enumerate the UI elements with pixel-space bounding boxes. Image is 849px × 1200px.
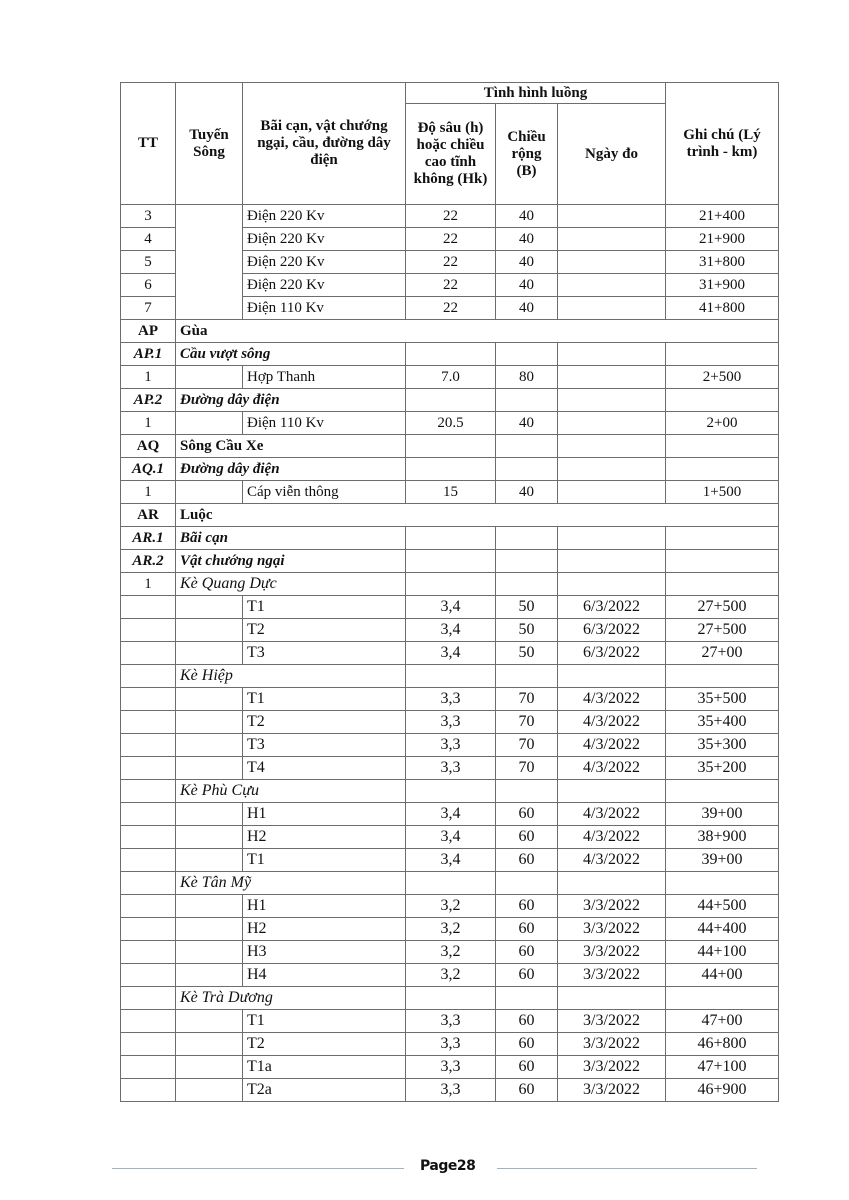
cell-width: 60 (496, 941, 558, 964)
cell-km: 47+00 (666, 1010, 779, 1033)
cell-tt (121, 665, 176, 688)
cell-tt: 1 (121, 481, 176, 504)
cell-tt (121, 688, 176, 711)
cell-depth: 15 (406, 481, 496, 504)
cell-name: T2 (243, 711, 406, 734)
cell-width: 70 (496, 734, 558, 757)
empty-cell (666, 458, 779, 481)
table-row (121, 619, 779, 642)
cell-name: T1a (243, 1056, 406, 1079)
cell-tt (121, 826, 176, 849)
cell-depth: 3,2 (406, 895, 496, 918)
cell-width: 60 (496, 826, 558, 849)
cell-name: T1 (243, 849, 406, 872)
group-row (121, 573, 779, 596)
cell-width: 60 (496, 918, 558, 941)
cell-name: Điện 220 Kv (243, 228, 406, 251)
cell-depth: 22 (406, 297, 496, 320)
cell-width: 40 (496, 481, 558, 504)
cell-tuyen-song (176, 596, 243, 619)
subsection-code: AP.1 (121, 343, 176, 366)
empty-cell (666, 389, 779, 412)
cell-depth: 7.0 (406, 366, 496, 389)
table-row (121, 481, 779, 504)
table-row (121, 918, 779, 941)
cell-width: 60 (496, 1079, 558, 1102)
cell-km: 41+800 (666, 297, 779, 320)
cell-date: 3/3/2022 (558, 964, 666, 987)
cell-width: 70 (496, 711, 558, 734)
cell-tt: 1 (121, 412, 176, 435)
cell-width: 50 (496, 619, 558, 642)
cell-name: Điện 110 Kv (243, 412, 406, 435)
section-code: AP (121, 320, 176, 343)
cell-depth: 3,2 (406, 918, 496, 941)
cell-depth: 22 (406, 228, 496, 251)
cell-date: 3/3/2022 (558, 1010, 666, 1033)
group-name: Kè Phù Cựu (176, 780, 406, 803)
empty-cell (406, 550, 496, 573)
header-tinh-hinh-luong: Tình hình luồng (406, 83, 666, 104)
cell-depth: 3,3 (406, 1079, 496, 1102)
cell-width: 60 (496, 964, 558, 987)
cell-name: H2 (243, 918, 406, 941)
cell-km: 47+100 (666, 1056, 779, 1079)
cell-depth: 22 (406, 251, 496, 274)
cell-tt (121, 1056, 176, 1079)
cell-width: 60 (496, 1056, 558, 1079)
cell-tuyen-song (176, 619, 243, 642)
cell-width: 40 (496, 251, 558, 274)
empty-cell (406, 343, 496, 366)
empty-cell (496, 665, 558, 688)
empty-cell (496, 343, 558, 366)
cell-date: 4/3/2022 (558, 757, 666, 780)
cell-width: 70 (496, 688, 558, 711)
table-row (121, 688, 779, 711)
cell-width: 60 (496, 1010, 558, 1033)
cell-name: Cáp viễn thông (243, 481, 406, 504)
cell-depth: 3,3 (406, 688, 496, 711)
waterway-table (120, 82, 779, 1102)
cell-name: T4 (243, 757, 406, 780)
cell-km: 39+00 (666, 803, 779, 826)
cell-date (558, 297, 666, 320)
section-row-ar (121, 504, 779, 527)
table-row (121, 711, 779, 734)
cell-name: Điện 220 Kv (243, 251, 406, 274)
empty-cell (558, 550, 666, 573)
empty-cell (558, 780, 666, 803)
cell-tt (121, 803, 176, 826)
cell-tt (121, 711, 176, 734)
cell-tuyen-song (176, 366, 243, 389)
table-row (121, 596, 779, 619)
cell-tuyen-song (176, 895, 243, 918)
header-ngay-do: Ngày đo (558, 104, 666, 205)
cell-km: 21+900 (666, 228, 779, 251)
cell-depth: 3,4 (406, 642, 496, 665)
subsection-name: Đường dây điện (176, 389, 406, 412)
table-row (121, 734, 779, 757)
empty-cell (558, 987, 666, 1010)
cell-tt (121, 987, 176, 1010)
section-name: Sông Cầu Xe (176, 435, 406, 458)
cell-name: Điện 220 Kv (243, 205, 406, 228)
cell-tt (121, 642, 176, 665)
cell-tt (121, 1079, 176, 1102)
section-code: AQ (121, 435, 176, 458)
empty-cell (406, 435, 496, 458)
cell-tuyen-song (176, 826, 243, 849)
cell-width: 60 (496, 895, 558, 918)
cell-depth: 22 (406, 205, 496, 228)
subsection-name: Vật chướng ngại (176, 550, 406, 573)
cell-km: 27+500 (666, 619, 779, 642)
cell-depth: 3,4 (406, 849, 496, 872)
header-row-1 (121, 83, 779, 104)
page-footer (112, 1158, 757, 1180)
cell-date: 3/3/2022 (558, 1056, 666, 1079)
table-row (121, 205, 779, 228)
cell-date: 4/3/2022 (558, 711, 666, 734)
cell-tuyen-song (176, 205, 243, 320)
empty-cell (496, 389, 558, 412)
subsection-row-aq1 (121, 458, 779, 481)
cell-name: H3 (243, 941, 406, 964)
cell-width: 40 (496, 412, 558, 435)
table-body (121, 205, 779, 1102)
cell-date: 6/3/2022 (558, 619, 666, 642)
empty-cell (558, 872, 666, 895)
section-name: Luộc (176, 504, 779, 527)
empty-cell (496, 458, 558, 481)
cell-tuyen-song (176, 1033, 243, 1056)
cell-tuyen-song (176, 757, 243, 780)
group-row (121, 987, 779, 1010)
cell-date: 4/3/2022 (558, 826, 666, 849)
section-code: AR (121, 504, 176, 527)
cell-tt (121, 780, 176, 803)
cell-name: T2 (243, 1033, 406, 1056)
empty-cell (558, 458, 666, 481)
cell-tuyen-song (176, 964, 243, 987)
cell-date (558, 205, 666, 228)
cell-km: 38+900 (666, 826, 779, 849)
table-row (121, 1079, 779, 1102)
cell-depth: 22 (406, 274, 496, 297)
empty-cell (666, 527, 779, 550)
cell-date: 3/3/2022 (558, 895, 666, 918)
cell-km: 31+800 (666, 251, 779, 274)
cell-km: 2+00 (666, 412, 779, 435)
cell-km: 35+500 (666, 688, 779, 711)
subsection-code: AR.1 (121, 527, 176, 550)
table-row (121, 1056, 779, 1079)
page-number: Page28 (420, 1158, 476, 1174)
empty-cell (406, 527, 496, 550)
header-tuyen-song: Tuyến Sông (176, 83, 243, 205)
cell-tuyen-song (176, 1079, 243, 1102)
cell-tt: 6 (121, 274, 176, 297)
cell-date (558, 481, 666, 504)
empty-cell (558, 435, 666, 458)
empty-cell (406, 573, 496, 596)
cell-width: 40 (496, 205, 558, 228)
cell-tt (121, 941, 176, 964)
empty-cell (406, 665, 496, 688)
table-row (121, 826, 779, 849)
cell-tt: 1 (121, 573, 176, 596)
cell-depth: 3,2 (406, 941, 496, 964)
cell-km: 35+400 (666, 711, 779, 734)
cell-width: 50 (496, 596, 558, 619)
cell-tuyen-song (176, 941, 243, 964)
cell-name: H1 (243, 803, 406, 826)
cell-depth: 3,2 (406, 964, 496, 987)
empty-cell (558, 573, 666, 596)
empty-cell (406, 780, 496, 803)
table-row (121, 1010, 779, 1033)
cell-name: Điện 220 Kv (243, 274, 406, 297)
cell-depth: 3,4 (406, 596, 496, 619)
empty-cell (666, 872, 779, 895)
cell-km: 35+300 (666, 734, 779, 757)
group-row (121, 665, 779, 688)
cell-width: 60 (496, 849, 558, 872)
subsection-row-ar2 (121, 550, 779, 573)
header-chieu-rong: Chiều rộng (B) (496, 104, 558, 205)
cell-depth: 3,3 (406, 1010, 496, 1033)
group-name: Kè Hiệp (176, 665, 406, 688)
cell-tt: 7 (121, 297, 176, 320)
empty-cell (666, 987, 779, 1010)
cell-date (558, 228, 666, 251)
cell-km: 44+500 (666, 895, 779, 918)
cell-km: 44+400 (666, 918, 779, 941)
cell-depth: 3,3 (406, 734, 496, 757)
cell-depth: 3,4 (406, 803, 496, 826)
empty-cell (496, 573, 558, 596)
cell-tuyen-song (176, 412, 243, 435)
empty-cell (496, 987, 558, 1010)
cell-name: T3 (243, 734, 406, 757)
cell-name: T3 (243, 642, 406, 665)
empty-cell (666, 780, 779, 803)
footer-divider-left (112, 1168, 404, 1169)
cell-km: 46+800 (666, 1033, 779, 1056)
cell-depth: 3,3 (406, 1056, 496, 1079)
cell-name: T2a (243, 1079, 406, 1102)
cell-tt (121, 964, 176, 987)
cell-width: 40 (496, 274, 558, 297)
table-row (121, 1033, 779, 1056)
empty-cell (558, 527, 666, 550)
empty-cell (558, 665, 666, 688)
cell-tt (121, 849, 176, 872)
cell-date: 3/3/2022 (558, 941, 666, 964)
empty-cell (406, 389, 496, 412)
cell-km: 44+100 (666, 941, 779, 964)
cell-width: 40 (496, 228, 558, 251)
cell-km: 44+00 (666, 964, 779, 987)
cell-date: 3/3/2022 (558, 1033, 666, 1056)
cell-km: 31+900 (666, 274, 779, 297)
group-row (121, 872, 779, 895)
cell-depth: 3,4 (406, 826, 496, 849)
cell-name: H1 (243, 895, 406, 918)
cell-date: 3/3/2022 (558, 918, 666, 941)
empty-cell (666, 573, 779, 596)
cell-tuyen-song (176, 711, 243, 734)
cell-width: 40 (496, 297, 558, 320)
table-row (121, 941, 779, 964)
cell-date: 4/3/2022 (558, 803, 666, 826)
cell-tt: 5 (121, 251, 176, 274)
cell-tt: 1 (121, 366, 176, 389)
cell-name: T1 (243, 688, 406, 711)
cell-width: 60 (496, 1033, 558, 1056)
empty-cell (406, 458, 496, 481)
cell-depth: 3,3 (406, 711, 496, 734)
cell-depth: 3,3 (406, 757, 496, 780)
cell-tuyen-song (176, 1056, 243, 1079)
cell-km: 39+00 (666, 849, 779, 872)
empty-cell (496, 780, 558, 803)
table-row (121, 803, 779, 826)
cell-date: 4/3/2022 (558, 849, 666, 872)
subsection-name: Bãi cạn (176, 527, 406, 550)
cell-date (558, 274, 666, 297)
empty-cell (406, 872, 496, 895)
subsection-code: AR.2 (121, 550, 176, 573)
footer-divider-right (497, 1168, 757, 1169)
cell-tt: 4 (121, 228, 176, 251)
subsection-name: Đường dây điện (176, 458, 406, 481)
cell-km: 2+500 (666, 366, 779, 389)
cell-date: 4/3/2022 (558, 688, 666, 711)
cell-tt (121, 596, 176, 619)
cell-date: 4/3/2022 (558, 734, 666, 757)
empty-cell (666, 665, 779, 688)
group-name: Kè Quang Dực (176, 573, 406, 596)
empty-cell (496, 550, 558, 573)
header-bai-can: Bãi cạn, vật chướng ngại, cầu, đường dây điện (243, 83, 406, 205)
cell-date (558, 251, 666, 274)
cell-date (558, 366, 666, 389)
table-row (121, 642, 779, 665)
cell-name: H4 (243, 964, 406, 987)
cell-tuyen-song (176, 1010, 243, 1033)
cell-tuyen-song (176, 803, 243, 826)
section-name: Gùa (176, 320, 779, 343)
cell-tt (121, 619, 176, 642)
cell-name: T1 (243, 1010, 406, 1033)
empty-cell (666, 343, 779, 366)
section-row-ap (121, 320, 779, 343)
section-row-aq (121, 435, 779, 458)
cell-date (558, 412, 666, 435)
header-tt: TT (121, 83, 176, 205)
cell-tt (121, 1010, 176, 1033)
empty-cell (666, 435, 779, 458)
cell-tt (121, 895, 176, 918)
subsection-row-ar1 (121, 527, 779, 550)
empty-cell (558, 389, 666, 412)
cell-date: 3/3/2022 (558, 1079, 666, 1102)
empty-cell (496, 527, 558, 550)
cell-name: H2 (243, 826, 406, 849)
cell-tuyen-song (176, 481, 243, 504)
cell-km: 46+900 (666, 1079, 779, 1102)
cell-width: 80 (496, 366, 558, 389)
subsection-row-ap1 (121, 343, 779, 366)
table-row (121, 964, 779, 987)
cell-tt: 3 (121, 205, 176, 228)
cell-date: 6/3/2022 (558, 642, 666, 665)
cell-width: 50 (496, 642, 558, 665)
cell-name: Hợp Thanh (243, 366, 406, 389)
cell-tuyen-song (176, 642, 243, 665)
cell-width: 70 (496, 757, 558, 780)
cell-tuyen-song (176, 849, 243, 872)
empty-cell (496, 435, 558, 458)
empty-cell (558, 343, 666, 366)
header-do-sau: Độ sâu (h) hoặc chiều cao tĩnh không (Hk) (406, 104, 496, 205)
cell-depth: 3,3 (406, 1033, 496, 1056)
cell-km: 27+00 (666, 642, 779, 665)
cell-tt (121, 872, 176, 895)
empty-cell (666, 550, 779, 573)
cell-km: 27+500 (666, 596, 779, 619)
cell-date: 6/3/2022 (558, 596, 666, 619)
table-row (121, 849, 779, 872)
cell-tt (121, 734, 176, 757)
empty-cell (406, 987, 496, 1010)
group-name: Kè Trà Dương (176, 987, 406, 1010)
table-row (121, 366, 779, 389)
cell-name: T1 (243, 596, 406, 619)
header-ghi-chu: Ghi chú (Lý trình - km) (666, 83, 779, 205)
subsection-name: Cầu vượt sông (176, 343, 406, 366)
cell-width: 60 (496, 803, 558, 826)
subsection-code: AQ.1 (121, 458, 176, 481)
table-row (121, 412, 779, 435)
group-name: Kè Tân Mỹ (176, 872, 406, 895)
table-row (121, 895, 779, 918)
cell-tt (121, 918, 176, 941)
cell-km: 1+500 (666, 481, 779, 504)
cell-depth: 3,4 (406, 619, 496, 642)
cell-tuyen-song (176, 734, 243, 757)
cell-tt (121, 1033, 176, 1056)
cell-tuyen-song (176, 688, 243, 711)
group-row (121, 780, 779, 803)
empty-cell (496, 872, 558, 895)
cell-tuyen-song (176, 918, 243, 941)
cell-km: 21+400 (666, 205, 779, 228)
cell-tt (121, 757, 176, 780)
table-row (121, 757, 779, 780)
cell-depth: 20.5 (406, 412, 496, 435)
subsection-row-ap2 (121, 389, 779, 412)
cell-name: Điện 110 Kv (243, 297, 406, 320)
cell-name: T2 (243, 619, 406, 642)
subsection-code: AP.2 (121, 389, 176, 412)
cell-km: 35+200 (666, 757, 779, 780)
